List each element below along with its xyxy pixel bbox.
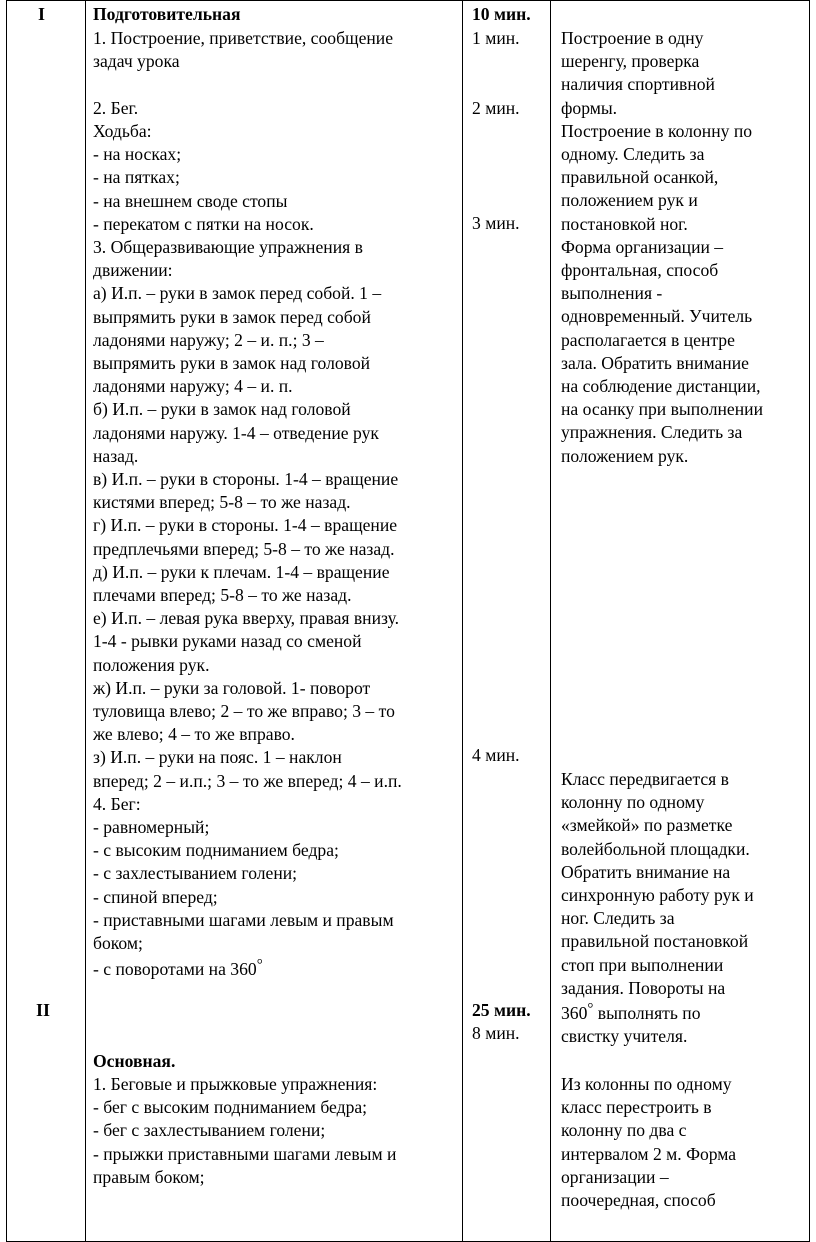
content-line: е) И.п. – левая рука вверху, правая внизу.: [93, 608, 400, 629]
content-line: - на пятках;: [93, 167, 180, 188]
content-line: - прыжки приставными шагами левым и: [93, 1143, 397, 1164]
content-line: кистями вперед; 5-8 – то же назад.: [93, 492, 351, 513]
section-ii-total-time: 25 мин.: [472, 1000, 531, 1020]
notes-line: выполнения -: [561, 283, 663, 304]
turn-exercise-line: [93, 958, 263, 983]
notes-line: располагается в центре: [561, 329, 735, 350]
content-line: - на носках;: [93, 144, 182, 165]
notes-line: наличия спортивной: [561, 74, 715, 95]
notes-line: волейбольной площадки.: [561, 838, 750, 859]
content-line: - приставными шагами левым и правым: [93, 909, 394, 930]
content-line: - с захлестыванием голени;: [93, 863, 298, 884]
content-line: ладонями наружу; 2 – и. п.; 3 –: [93, 329, 324, 350]
notes-line: Из колонны по одному: [561, 1074, 732, 1094]
turn-exercise-text: - с поворотами на 360: [93, 959, 257, 979]
lesson-plan-page: [6, 0, 805, 1213]
time-label: 1 мин.: [472, 28, 520, 48]
notes-line: постановкой ног.: [561, 213, 688, 234]
content-line: - спиной вперед;: [93, 886, 218, 907]
content-line: плечами вперед; 5-8 – то же назад.: [93, 585, 352, 605]
content-line: - равномерный;: [93, 817, 210, 837]
content-line: ж) И.п. – руки за головой. 1- поворот: [93, 677, 371, 698]
notes-line: Построение в одну: [561, 28, 704, 48]
content-line: в) И.п. – руки в стороны. 1-4 – вращение: [93, 469, 399, 489]
content-line: - перекатом с пятки на носок.: [93, 213, 314, 234]
notes-line: шеренгу, проверка: [561, 51, 700, 72]
notes-line: зала. Обратить внимание: [561, 352, 749, 373]
content-line: 1. Построение, приветствие, сообщение: [93, 28, 394, 49]
section-i-total-time: 10 мин.: [472, 4, 531, 24]
notes-line: интервалом 2 м. Форма: [561, 1143, 737, 1164]
notes-line: задания. Повороты на: [561, 977, 726, 998]
content-line: б) И.п. – руки в замок над головой: [93, 399, 351, 420]
content-line: же влево; 4 – то же вправо.: [93, 724, 295, 745]
content-line: ладонями наружу; 4 – и. п.: [93, 376, 293, 397]
content-line: туловища влево; 2 – то же вправо; 3 – то: [93, 701, 395, 721]
notes-line: колонну по два с: [561, 1120, 687, 1141]
notes-line: упражнения. Следить за: [561, 422, 743, 443]
notes-line: положением рук и: [561, 190, 698, 211]
content-line: вперед; 2 – и.п.; 3 – то же вперед; 4 – и.п.: [93, 770, 402, 791]
notes-line: Форма организации –: [561, 236, 724, 257]
content-line: - бег с высоким подниманием бедра;: [93, 1097, 368, 1118]
content-cell: [86, 1, 463, 1242]
lesson-plan-table: [6, 0, 810, 1242]
content-line: предплечьями вперед; 5-8 – то же назад.: [93, 538, 395, 559]
notes-degree-value: 360: [561, 1003, 588, 1023]
notes-line: «змейкой» по разметке: [561, 815, 733, 836]
notes-line: колонну по одному: [561, 792, 705, 813]
section-ii-title: Основная.: [93, 1051, 176, 1071]
section-i-numeral: I: [38, 4, 46, 24]
notes-line: Построение в колонну по: [561, 120, 753, 141]
notes-line: одновременный. Учитель: [561, 306, 753, 327]
notes-line: фронтальная, способ: [561, 260, 719, 280]
content-line: ладонями наружу. 1-4 – отведение рук: [93, 422, 379, 443]
notes-line: правильной осанкой,: [561, 167, 719, 188]
degree-sign: °: [587, 1001, 594, 1017]
notes-line: одному. Следить за: [561, 144, 705, 164]
content-line: - бег с захлестыванием голени;: [93, 1120, 326, 1141]
notes-line: стоп при выполнении: [561, 954, 724, 975]
content-line: задач урока: [93, 51, 180, 72]
content-line: д) И.п. – руки к плечам. 1-4 – вращение: [93, 561, 390, 582]
notes-line: синхронную работу рук и: [561, 885, 754, 905]
notes-line: правильной постановкой: [561, 931, 749, 952]
content-line: 4. Бег:: [93, 793, 141, 814]
time-label: 3 мин.: [472, 213, 520, 233]
content-line: положения рук.: [93, 654, 210, 675]
time-label: 4 мин.: [472, 745, 520, 765]
notes-line: формы.: [561, 97, 618, 118]
content-line: выпрямить руки в замок над головой: [93, 353, 371, 373]
time-cell: [463, 1, 551, 1242]
notes-degree-suffix: выполнять по: [593, 1003, 701, 1023]
content-line: 3. Общеразвивающие упражнения в: [93, 237, 363, 257]
content-line: - с высоким подниманием бедра;: [93, 840, 339, 861]
content-line: з) И.п. – руки на пояс. 1 – наклон: [93, 747, 342, 768]
degree-sign: °: [256, 957, 263, 973]
notes-line: свистку учителя.: [561, 1026, 688, 1046]
content-line: боком;: [93, 933, 143, 953]
content-line: - на внешнем своде стопы: [93, 190, 288, 211]
notes-cell: [551, 1, 810, 1242]
content-line: правым боком;: [93, 1166, 205, 1187]
notes-line: на соблюдение дистанции,: [561, 376, 761, 396]
content-line: 1-4 - рывки руками назад со сменой: [93, 631, 362, 652]
notes-line: положением рук.: [561, 445, 689, 466]
notes-line: класс перестроить в: [561, 1097, 712, 1118]
content-line: г) И.п. – руки в стороны. 1-4 – вращение: [93, 515, 398, 536]
notes-line: на осанку при выполнении: [561, 399, 763, 420]
notes-line: Класс передвигается в: [561, 769, 729, 789]
content-line: Ходьба:: [93, 121, 152, 141]
notes-line: организации –: [561, 1166, 669, 1187]
section-number-cell: [7, 1, 86, 1242]
time-label: 8 мин.: [472, 1023, 520, 1043]
notes-line: Обратить внимание на: [561, 861, 731, 882]
content-line: 2. Бег.: [93, 97, 139, 118]
time-label: 2 мин.: [472, 98, 520, 118]
section-i-title: Подготовительная: [93, 4, 241, 24]
table-row: [7, 1, 810, 1242]
section-ii-numeral: II: [36, 1000, 51, 1020]
notes-degree-line: [561, 1002, 701, 1027]
content-line: 1. Беговые и прыжковые упражнения:: [93, 1074, 378, 1094]
notes-line: поочередная, способ: [561, 1190, 716, 1210]
content-line: назад.: [93, 445, 139, 466]
notes-line: ног. Следить за: [561, 908, 675, 929]
content-line: движении:: [93, 260, 173, 281]
content-line: а) И.п. – руки в замок перед собой. 1 –: [93, 283, 382, 304]
content-line: выпрямить руки в замок перед собой: [93, 306, 371, 327]
